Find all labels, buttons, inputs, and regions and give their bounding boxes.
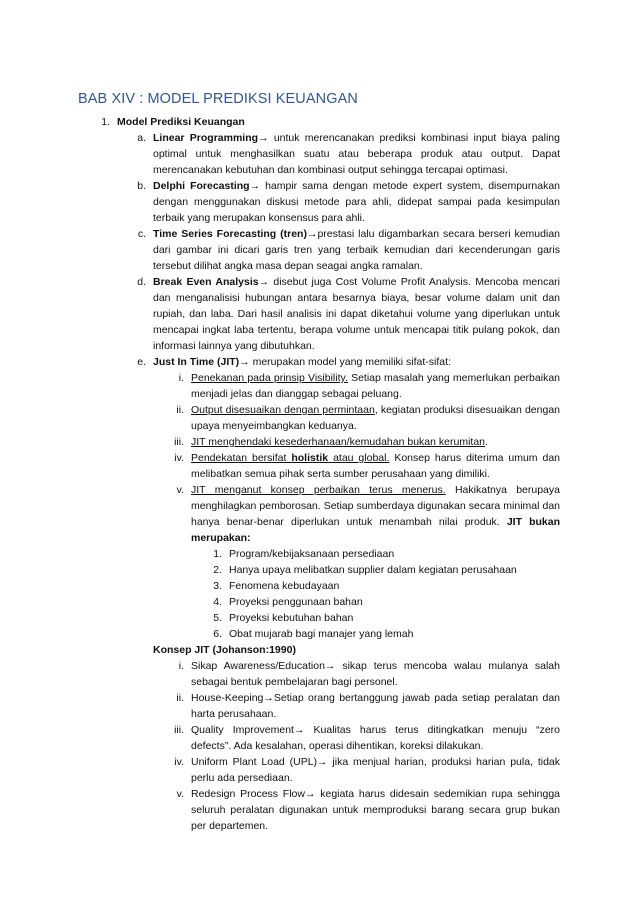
underlined-phrase: JIT menganut konsep perbaikan terus menerus.: [191, 484, 446, 496]
jit-not-item-1: [0, 546, 638, 562]
jit-not-item-2: [0, 562, 638, 578]
list-marker: e.: [137, 356, 146, 368]
konsep-item-v: [0, 786, 638, 834]
list-marker: i.: [178, 660, 184, 672]
list-item-text: [191, 754, 560, 786]
underlined-phrase: Output disesuaikan dengan permintaan: [191, 404, 375, 416]
underlined-phrase: Penekanan pada prinsip Visibility.: [191, 372, 348, 384]
list-item-text: [153, 354, 560, 370]
section-heading-1: [0, 114, 638, 130]
item-description: Kualitas harus terus ditingkatkan menuju “zero defects”. Ada kesalahan, operasi dihentikan, koreksi dilakukan.: [191, 724, 560, 752]
subsection-title: Konsep JIT (Johanson:1990): [153, 644, 296, 656]
item-description: Setiap orang bertanggung jawab pada setiap peralatan dan harta perusahaan.: [191, 692, 560, 720]
item-description: merupakan model yang memiliki sifat-sifat:: [249, 356, 451, 368]
list-marker: ii.: [176, 692, 184, 704]
item-description: Konsep harus diterima umum dan melibatkan semua pihak serta sumber perusahaan yang dimiliki.: [191, 452, 560, 480]
jit-not-item-5: [0, 610, 638, 626]
item-term: Sikap Awareness/Education: [191, 660, 325, 672]
arrow-icon: →: [293, 724, 305, 736]
list-item-d: [0, 274, 638, 354]
list-item-b: [0, 178, 638, 226]
underlined-phrase: JIT menghendaki kesederhanaan/kemudahan bukan kerumitan: [191, 436, 485, 448]
item-description: jika menjual harian, produksi harian pula, tidak perlu ada persediaan.: [191, 756, 561, 784]
list-marker: i.: [178, 372, 184, 384]
list-marker: c.: [137, 228, 146, 240]
list-marker: 3.: [213, 580, 222, 592]
konsep-item-i: [0, 658, 638, 690]
arrow-icon: →: [317, 756, 328, 768]
arrow-icon: →: [249, 180, 261, 192]
jit-trait-ii: [0, 402, 638, 434]
item-term: House-Keeping: [191, 692, 264, 704]
item-term: Quality Improvement: [191, 724, 294, 736]
item-description: , kegiatan produksi disesuaikan dengan upaya menyeimbangkan keduanya.: [191, 404, 560, 432]
arrow-icon: →: [324, 660, 336, 672]
list-item-text: Proyeksi penggunaan bahan: [229, 596, 363, 608]
list-marker: b.: [137, 180, 146, 192]
list-marker: 4.: [213, 596, 222, 608]
item-term: Linear Programming: [153, 132, 259, 144]
underlined-phrase: atau global.: [328, 452, 390, 464]
list-item-text: [191, 690, 560, 722]
item-description: disebut juga Cost Volume Profit Analysis. Mencoba mencari dan menganalisisi hubungan antara besarnya biaya, besar volume dalam unit dan rupiah, dan laba. Dari hasil analisis ini dapat diketahui volume yang diperlukan untuk mencapai ingkat laba tertentu, berapa volume untuk mencapai titik pulang pokok, dan informasi lainnya yang dibutuhkan.: [153, 276, 560, 352]
list-item-text: Obat mujarab bagi manajer yang lemah: [229, 628, 414, 640]
jit-not-item-4: [0, 594, 638, 610]
list-item-text: [153, 226, 560, 274]
konsep-item-iv: [0, 754, 638, 786]
list-marker: ii.: [176, 404, 184, 416]
list-item-text: [191, 786, 560, 834]
jit-trait-iv: [0, 450, 638, 482]
list-marker: iii.: [174, 724, 184, 736]
arrow-icon: →: [239, 356, 250, 368]
arrow-icon: →: [258, 132, 269, 144]
konsep-item-iii: [0, 722, 638, 754]
section-title: Model Prediksi Keuangan: [117, 116, 245, 128]
item-term: Just In Time (JIT): [153, 356, 240, 368]
list-marker: a.: [137, 132, 146, 144]
list-item-text: [153, 130, 560, 178]
jit-trait-iii: [0, 434, 638, 450]
list-marker: v.: [176, 484, 184, 496]
list-item-text: [191, 450, 560, 482]
item-term: Redesign Process Flow: [191, 788, 305, 800]
list-marker: iv.: [174, 756, 184, 768]
arrow-icon: →: [304, 788, 316, 800]
konsep-item-ii: [0, 690, 638, 722]
list-item-text: Program/kebijaksanaan persediaan: [229, 548, 395, 560]
arrow-icon: →: [306, 228, 318, 240]
underlined-phrase: Pendekatan bersifat: [191, 452, 292, 464]
item-description: kegiata harus didesain sedemikian rupa sehingga seluruh peralatan digunakan untuk memproduksi barang secara grup bukan per departemen.: [191, 788, 560, 832]
subsection-heading: [0, 642, 638, 658]
list-marker: iii.: [174, 436, 184, 448]
item-description: prestasi lalu digambarkan secara berseri kemudian dari gambar ini dicari garis tren yang terbaik kemudian dari kecenderungan garis tersebut dilihat angka masa depan seagai angka ramalan.: [153, 228, 560, 272]
item-description: Hakikatnya berupaya menghilagkan pemborosan. Setiap sumberdaya digunakan secara minimal dan hanya benar-benar diperlukan untuk menambah nilai produk.: [191, 484, 560, 528]
list-item-text: [153, 274, 560, 354]
list-item-text: Proyeksi kebutuhan bahan: [229, 612, 354, 624]
item-description: untuk merencanakan prediksi kombinasi input biaya paling optimal untuk menghasilkan suatu atau beberapa produk atau output. Dapat merencanakan kebutuhan dan kombinasi output sehingga tercapai optimasi.: [153, 132, 560, 176]
item-description: .: [485, 436, 488, 448]
list-item-a: [0, 130, 638, 178]
list-item-c: [0, 226, 638, 274]
arrow-icon: →: [263, 692, 274, 704]
chapter-title: BAB XIV : MODEL PREDIKSI KEUANGAN: [78, 91, 358, 107]
item-description: Setiap masalah yang memerlukan perbaikan menjadi jelas dan dianggap sebagai peluang.: [191, 372, 560, 400]
list-item-text: [191, 434, 560, 450]
list-marker: 2.: [213, 564, 222, 576]
list-marker: 6.: [213, 628, 222, 640]
list-item-text: [191, 482, 560, 546]
jit-trait-v: [0, 482, 638, 546]
list-item-text: Hanya upaya melibatkan supplier dalam kegiatan perusahaan: [229, 564, 517, 576]
document-body: [0, 114, 638, 834]
item-term: Break Even Analysis: [153, 276, 259, 288]
list-marker: 1.: [101, 116, 110, 128]
item-description: sikap terus mencoba walau mulanya salah sebagai bentuk pembelajaran bagi personel.: [191, 660, 560, 688]
underlined-bold-word: holistik: [291, 452, 329, 464]
jit-not-item-6: [0, 626, 638, 642]
item-term: Time Series Forecasting (tren): [153, 228, 307, 240]
list-marker: d.: [137, 276, 146, 288]
list-marker: v.: [176, 788, 184, 800]
list-item-text: [191, 402, 560, 434]
list-item-text: Fenomena kebudayaan: [229, 580, 340, 592]
item-term: Uniform Plant Load (UPL): [191, 756, 318, 768]
list-item-e: [0, 354, 638, 370]
list-item-text: [191, 658, 560, 690]
list-item-text: [191, 722, 560, 754]
jit-trait-i: [0, 370, 638, 402]
list-marker: iv.: [174, 452, 184, 464]
list-marker: 1.: [213, 548, 222, 560]
list-item-text: [191, 370, 560, 402]
item-description: hampir sama dengan metode expert system, disempurnakan dengan menggunakan diskusi metode para ahli, didepat sampai pada kesimpulan terbaik yang merupakan konsensus para ahli.: [153, 180, 560, 224]
item-term: Delphi Forecasting: [153, 180, 250, 192]
bold-phrase: JIT bukan merupakan:: [191, 516, 560, 544]
list-marker: 5.: [213, 612, 222, 624]
list-item-text: [153, 178, 560, 226]
jit-not-item-3: [0, 578, 638, 594]
arrow-icon: →: [258, 276, 270, 288]
